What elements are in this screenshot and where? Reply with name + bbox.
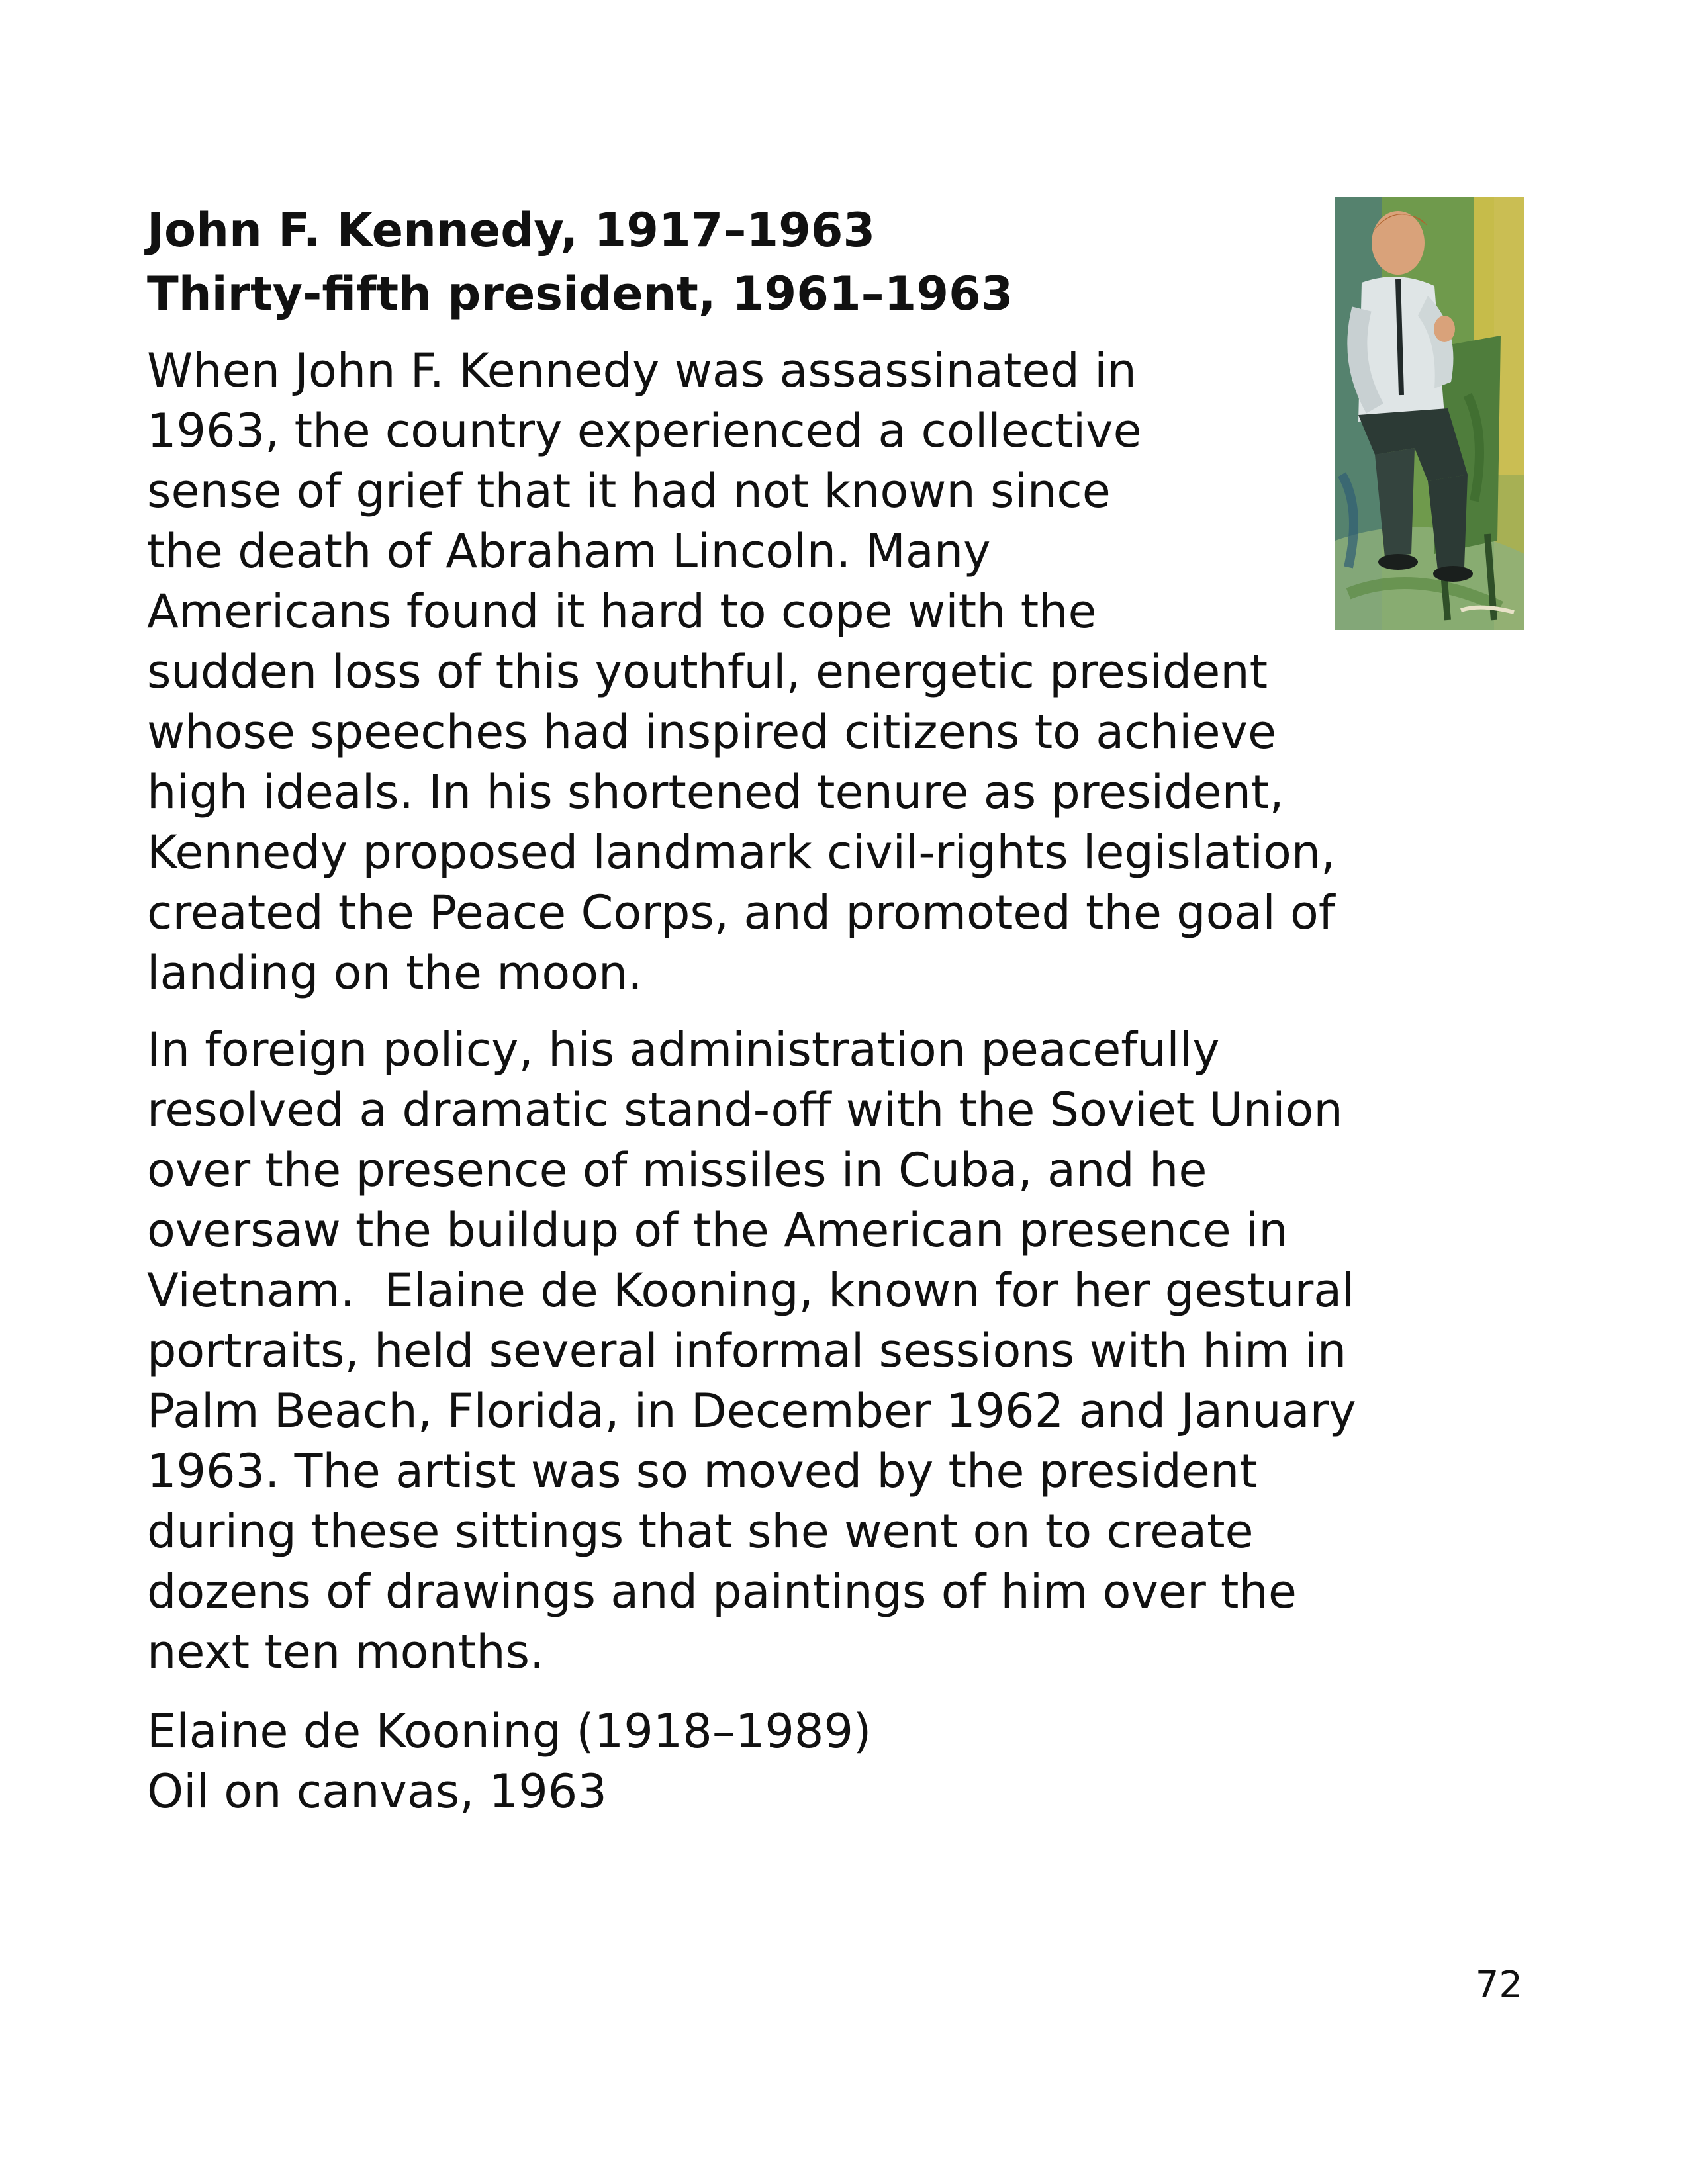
paragraph-line: next ten months.	[147, 1625, 545, 1679]
credit-medium: Oil on canvas, 1963	[147, 1764, 607, 1819]
paragraph-line: 1963. The artist was so moved by the president	[147, 1444, 1258, 1498]
title-line-name: John F. Kennedy, 1917–1963	[147, 203, 876, 257]
paragraph-line: Vietnam. Elaine de Kooning, known for her gestural	[147, 1263, 1355, 1318]
paragraph-line: created the Peace Corps, and promoted the goal of	[147, 886, 1335, 940]
paragraph-line: Palm Beach, Florida, in December 1962 and January	[147, 1384, 1356, 1438]
paragraph-line: sense of grief that it had not known since	[147, 464, 1111, 518]
paragraph-line: oversaw the buildup of the American presence in	[147, 1203, 1288, 1257]
paragraph-line: Kennedy proposed landmark civil-rights legislation,	[147, 825, 1336, 880]
artwork-credit	[147, 1702, 1530, 1822]
paragraph-line: Americans found it hard to cope with the	[147, 584, 1097, 639]
paragraph-line: the death of Abraham Lincoln. Many	[147, 524, 991, 578]
paragraph-line: sudden loss of this youthful, energetic president	[147, 645, 1268, 699]
paragraph-line: whose speeches had inspired citizens to achieve	[147, 705, 1277, 759]
body-paragraph-1	[147, 341, 1530, 1003]
paragraph-line: 1963, the country experienced a collective	[147, 404, 1142, 458]
paragraph-line: landing on the moon.	[147, 946, 643, 1000]
title-line-office: Thirty-fifth president, 1961–1963	[147, 267, 1013, 321]
page-title	[147, 199, 1305, 326]
paragraph-line: high ideals. In his shortened tenure as president,	[147, 765, 1284, 819]
paragraph-line: dozens of drawings and paintings of him over the	[147, 1565, 1297, 1619]
paragraph-line: In foreign policy, his administration peacefully	[147, 1023, 1220, 1077]
paragraph-line: over the presence of missiles in Cuba, and he	[147, 1143, 1207, 1197]
paragraph-line: resolved a dramatic stand-off with the Soviet Union	[147, 1083, 1343, 1137]
body-paragraph-2	[147, 1020, 1530, 1682]
paragraph-line: When John F. Kennedy was assassinated in	[147, 343, 1137, 398]
paragraph-line: portraits, held several informal sessions with him in	[147, 1324, 1347, 1378]
credit-artist: Elaine de Kooning (1918–1989)	[147, 1704, 872, 1758]
paragraph-line: during these sittings that she went on to create	[147, 1504, 1254, 1559]
page-number: 72	[1475, 1964, 1523, 2007]
